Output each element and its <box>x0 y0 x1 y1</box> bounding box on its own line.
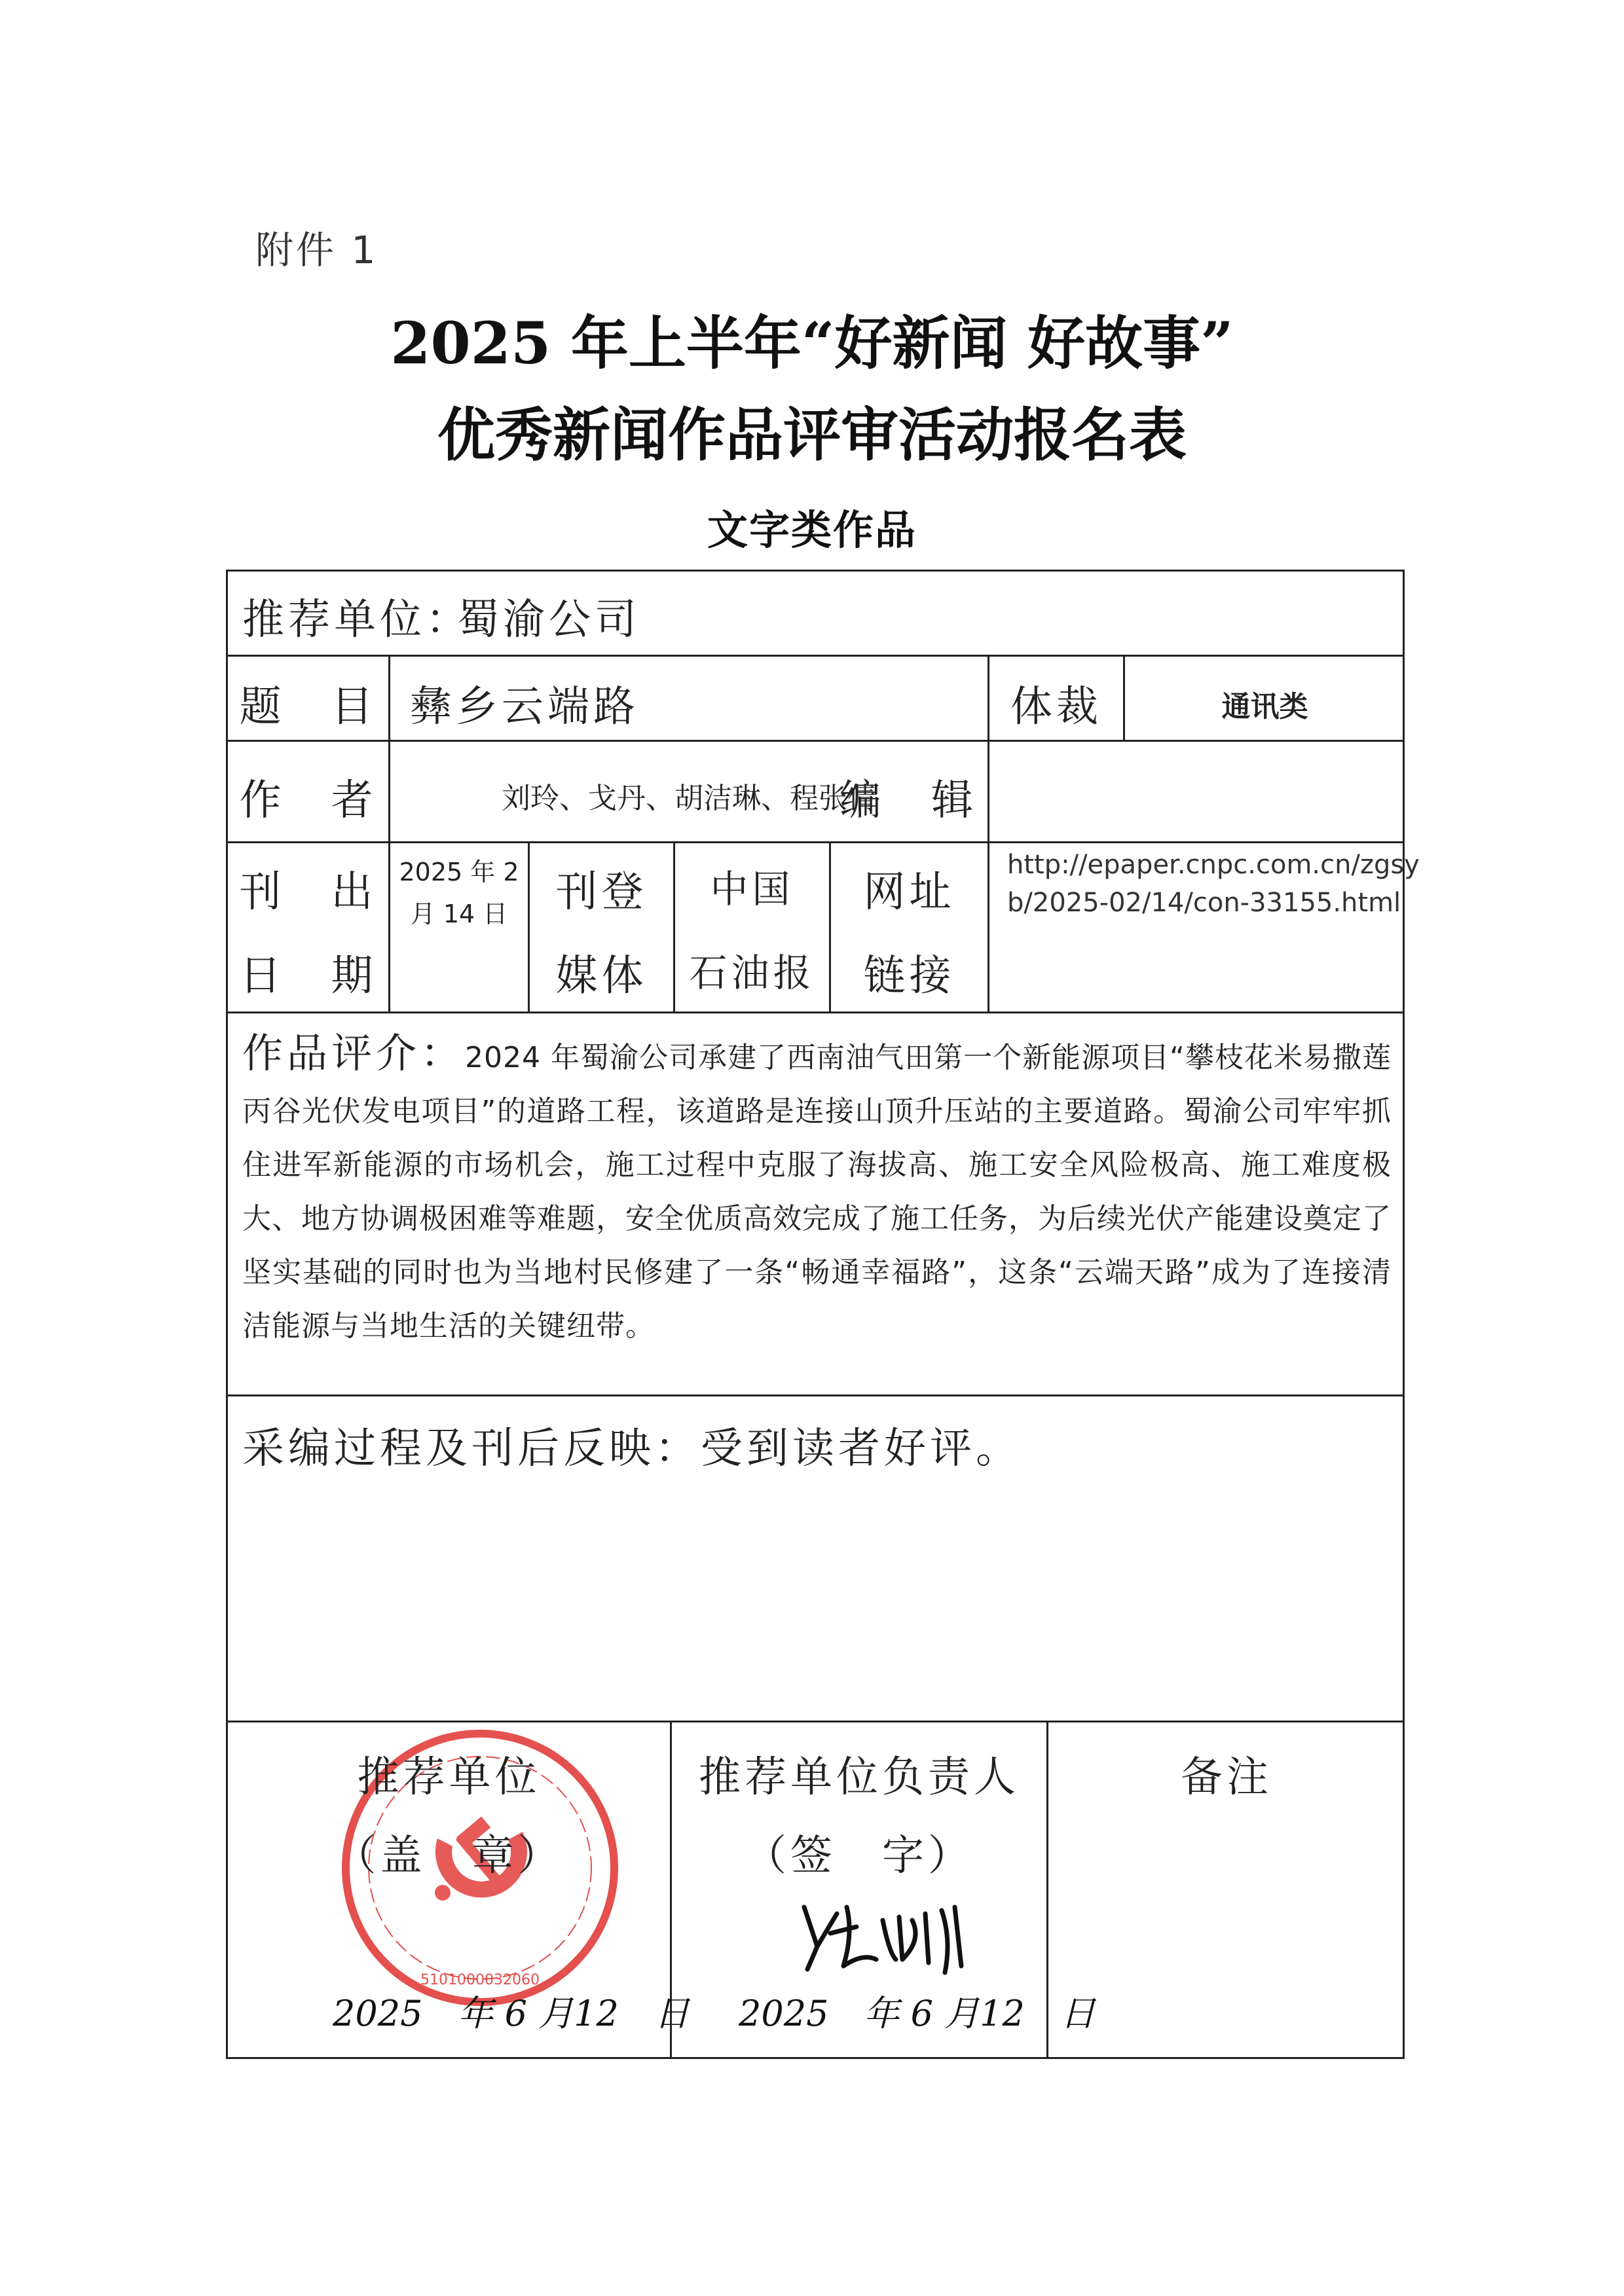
author-label: 作 者 <box>239 776 377 825</box>
date-value-2: 月 14 日 <box>410 900 508 928</box>
seal-number: 5101000032060 <box>420 1972 540 1988</box>
form-title-line-1: 2025 年上半年“好新闻 好故事” <box>390 309 1234 377</box>
media-value-1: 中国 <box>710 867 794 911</box>
date-value-1: 2025 年 2 <box>399 858 519 886</box>
registration-form-table <box>226 570 1420 2059</box>
url-value-2[interactable]: b/2025-02/14/con-33155.html <box>1007 888 1401 918</box>
media-value-2: 石油报 <box>689 951 815 995</box>
date-label-2: 日 期 <box>239 952 377 1000</box>
recommend-unit-value: 蜀渝公司 <box>457 596 640 644</box>
editor-label: 编 辑 <box>840 776 977 825</box>
col-divider <box>987 841 989 1011</box>
stamp-date: 2025 年 6 月12 日 <box>333 1993 690 2034</box>
row-divider <box>228 740 1405 742</box>
review-section <box>242 1027 1392 1353</box>
url-label-1: 网址 <box>863 868 955 917</box>
date-label-1: 刊 出 <box>239 868 377 917</box>
recommend-unit-label: 推荐单位： <box>242 596 471 644</box>
row-divider <box>228 655 1405 657</box>
head-date: 2025 年 6 月12 日 <box>739 1993 1096 2034</box>
media-label-1: 刊登 <box>555 868 648 917</box>
review-text: 2024 年蜀渝公司承建了西南油气田第一个新能源项目“攀枝花米易撒莲丙谷光伏发电项目”的道路工程，该道路是连接山顶升压站的主要道路。蜀渝公司牢牢抓住进军新能源的市场机会，施工过程中克服了海拔高、施工安全风险极高、施工难度极大、地方协调极困难等难题，安全优质高效完成了施工任务，为后续光伏产能建设奠定了坚实基础的同时也为当地村民修建了一条“畅通幸福路”，这条“云端天路”成为了连接清洁能源与当地生活的关键纽带。 <box>242 1041 1392 1343</box>
author-value: 刘玲、戈丹、胡洁琳、程张倩 <box>502 782 876 815</box>
genre-value: 通讯类 <box>1221 690 1308 723</box>
row-divider <box>228 1011 1405 1013</box>
review-label: 作品评介： <box>242 1029 466 1077</box>
row-divider <box>228 841 1405 843</box>
head-sub: （签 字） <box>745 1832 974 1880</box>
url-value-1[interactable]: http://epaper.cnpc.com.cn/zgsy <box>1007 850 1420 880</box>
process-feedback: 采编过程及刊后反映：受到读者好评。 <box>242 1425 1022 1473</box>
form-title-line-2: 优秀新闻作品评审活动报名表 <box>437 401 1187 469</box>
title-label: 题 目 <box>239 683 377 731</box>
form-subtitle: 文字类作品 <box>707 506 917 554</box>
genre-label: 体裁 <box>1010 683 1102 731</box>
stamp-label: 推荐单位 <box>357 1753 541 1802</box>
title-value: 彝乡云端路 <box>410 683 639 731</box>
stamp-sub: （盖 章） <box>334 1832 564 1880</box>
row-divider <box>228 1394 1405 1396</box>
media-label-2: 媒体 <box>555 952 648 1000</box>
head-label: 推荐单位负责人 <box>699 1753 1020 1802</box>
url-label-2: 链接 <box>863 952 955 1000</box>
handwritten-signature <box>791 1894 987 1979</box>
attachment-label: 附件 1 <box>255 228 378 272</box>
remark-label: 备注 <box>1181 1753 1272 1802</box>
col-divider <box>388 655 390 1011</box>
